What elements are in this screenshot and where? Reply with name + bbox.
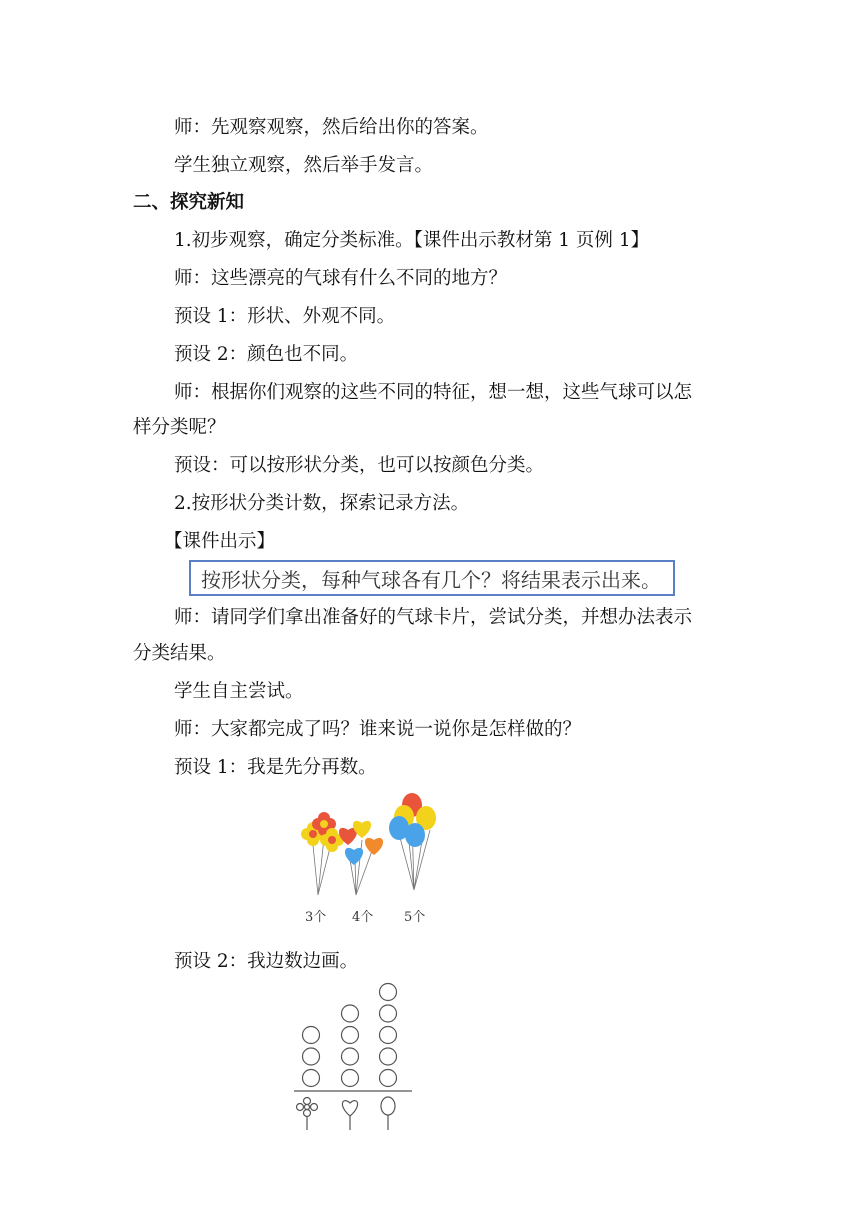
flower-tally-circle: [303, 1027, 320, 1044]
courseware-label: 【课件出示】: [164, 531, 276, 552]
preset-3: 预设：可以按形状分类，也可以按颜色分类。: [174, 455, 545, 476]
round-tally-circle: [380, 1027, 397, 1044]
round-count: 5个: [404, 910, 426, 925]
preset-5: 预设 2：我边数边画。: [174, 951, 359, 972]
heart-tally-circle: [342, 1048, 359, 1065]
teacher-instruction-a: 师：请同学们拿出准备好的气球卡片，尝试分类，并想办法表示: [174, 607, 693, 628]
step-2: 2.按形状分类计数，探索记录方法。: [174, 493, 470, 514]
preset-1: 预设 1：形状、外观不同。: [174, 306, 396, 327]
teacher-question-2a: 师：根据你们观察的这些不同的特征，想一想，这些气球可以怎: [174, 382, 693, 403]
heart-icon: [342, 1101, 357, 1130]
circle-tally-chart: [290, 978, 420, 1133]
teacher-line-1: 师：先观察观察，然后给出你的答案。: [174, 117, 489, 138]
student-try: 学生自主尝试。: [174, 681, 304, 702]
heart-tally-circle: [342, 1027, 359, 1044]
section-heading: 二、探究新知: [133, 192, 245, 213]
heart-balloons: [339, 821, 383, 865]
round-tally-circle: [380, 1048, 397, 1065]
round-balloons: [389, 793, 436, 847]
balloon-icon: [381, 1097, 395, 1130]
step-1: 1.初步观察，确定分类标准。【课件出示教材第 1 页例 1】: [174, 230, 650, 251]
flower-balloons: [301, 812, 344, 852]
courseware-box: [189, 560, 675, 596]
flower-count: 3个: [305, 910, 327, 925]
heart-count: 4个: [352, 910, 374, 925]
teacher-question-3: 师：大家都完成了吗？谁来说一说你是怎样做的？: [174, 719, 582, 740]
courseware-box-text: 按形状分类，每种气球各有几个？将结果表示出来。: [201, 567, 661, 592]
flower-icon: [297, 1098, 318, 1131]
round-tally-circle: [380, 1070, 397, 1087]
teacher-question-2b: 样分类呢？: [133, 417, 226, 438]
flower-tally-circle: [303, 1048, 320, 1065]
teacher-question-1: 师：这些漂亮的气球有什么不同的地方？: [174, 268, 508, 289]
balloon-illustration: [280, 790, 450, 900]
preset-2: 预设 2：颜色也不同。: [174, 344, 359, 365]
student-line-1: 学生独立观察，然后举手发言。: [174, 155, 434, 176]
round-tally-circle: [380, 984, 397, 1001]
heart-tally-circle: [342, 1005, 359, 1022]
flower-tally-circle: [303, 1070, 320, 1087]
teacher-instruction-b: 分类结果。: [133, 643, 226, 664]
round-tally-circle: [380, 1005, 397, 1022]
heart-tally-circle: [342, 1070, 359, 1087]
preset-4: 预设 1：我是先分再数。: [174, 757, 377, 778]
